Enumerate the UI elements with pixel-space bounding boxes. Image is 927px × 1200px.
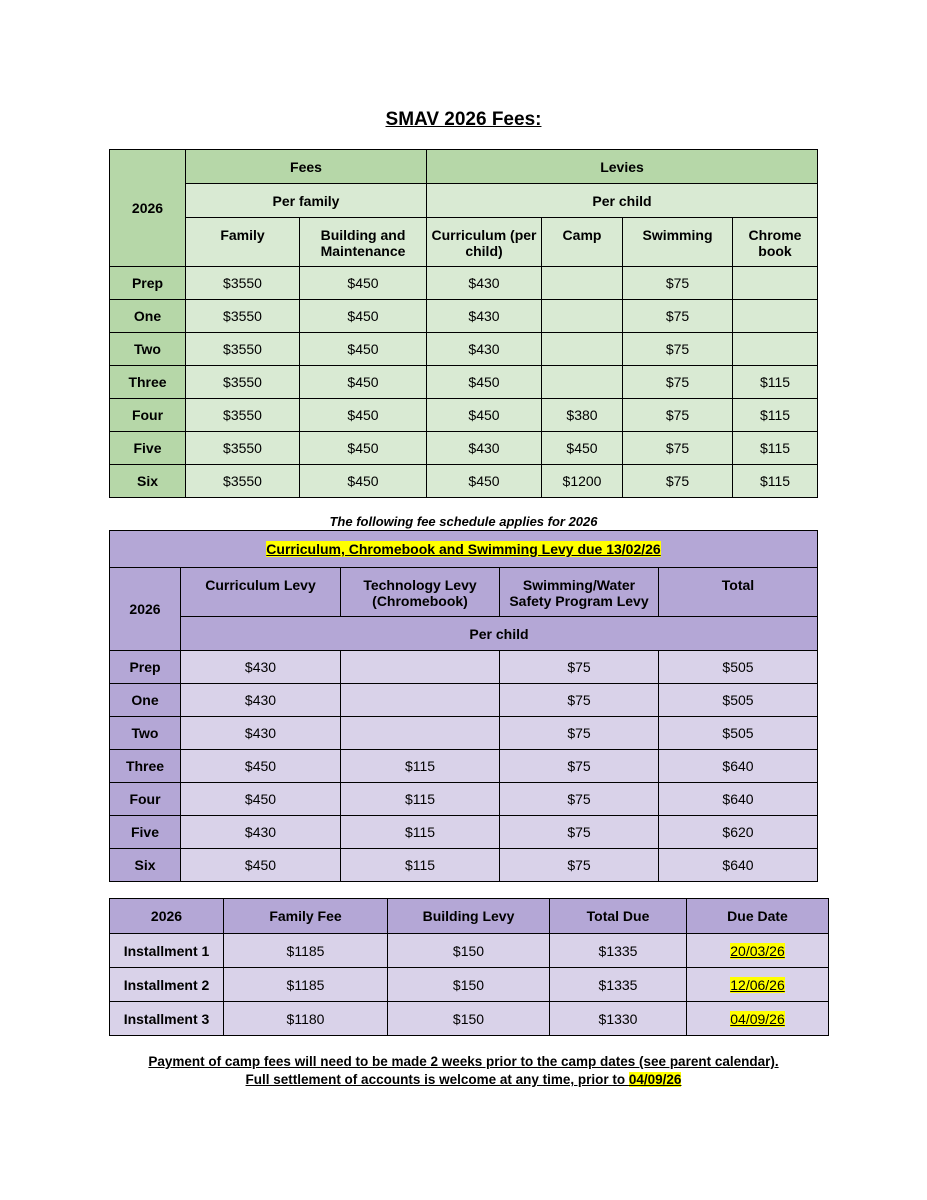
table-row (110, 432, 818, 465)
col-building: Building and Maintenance (300, 218, 427, 267)
cell-swimming: $75 (500, 816, 659, 849)
settlement-date: 04/09/26 (628, 1072, 682, 1087)
col-family-fee: Family Fee (224, 899, 388, 934)
per-family-header: Per family (186, 184, 427, 218)
camp-fees-note: Payment of camp fees will need to be made 2 weeks prior to the camp dates (see parent calendar). (148, 1054, 779, 1069)
table-row (110, 651, 818, 684)
cell-curriculum: $450 (181, 849, 341, 882)
page-title: SMAV 2026 Fees: (385, 109, 542, 130)
cell-camp (542, 366, 623, 399)
cell-building-levy: $150 (388, 934, 550, 968)
cell-swimming: $75 (623, 465, 733, 498)
level-label: Prep (110, 267, 186, 300)
level-label: Five (110, 432, 186, 465)
level-label: Prep (110, 651, 181, 684)
cell-chromebook (733, 333, 818, 366)
cell-total: $620 (659, 816, 818, 849)
installment-label: Installment 3 (110, 1002, 224, 1036)
cell-building: $450 (300, 465, 427, 498)
table-row (110, 366, 818, 399)
schedule-caption: The following fee schedule applies for 2026 (329, 514, 598, 529)
table-row (110, 750, 818, 783)
col-swimming: Swimming (623, 218, 733, 267)
level-label: Six (110, 849, 181, 882)
cell-total: $640 (659, 750, 818, 783)
table-row (110, 934, 829, 968)
levy-due-banner-text: Curriculum, Chromebook and Swimming Levy due 13/02/26 (266, 541, 661, 557)
cell-swimming: $75 (623, 300, 733, 333)
cell-chromebook (733, 300, 818, 333)
level-label: Two (110, 717, 181, 750)
level-label: Three (110, 366, 186, 399)
cell-technology: $115 (341, 816, 500, 849)
cell-family-fee: $1180 (224, 1002, 388, 1036)
cell-curriculum: $430 (427, 333, 542, 366)
level-label: Six (110, 465, 186, 498)
cell-family: $3550 (186, 399, 300, 432)
cell-technology: $115 (341, 783, 500, 816)
table-row (110, 684, 818, 717)
cell-curriculum: $430 (181, 717, 341, 750)
col-total: Total (659, 568, 818, 617)
col-year: 2026 (110, 899, 224, 934)
cell-camp: $1200 (542, 465, 623, 498)
cell-due-date (687, 934, 829, 968)
cell-technology: $115 (341, 750, 500, 783)
col-due-date: Due Date (687, 899, 829, 934)
per-child-header: Per child (181, 617, 818, 651)
due-date-text: 12/06/26 (730, 976, 785, 993)
cell-curriculum: $450 (427, 399, 542, 432)
col-chromebook: Chrome book (733, 218, 818, 267)
table-row (110, 717, 818, 750)
table-row (110, 399, 818, 432)
cell-camp (542, 267, 623, 300)
cell-building: $450 (300, 333, 427, 366)
cell-curriculum: $430 (181, 651, 341, 684)
cell-family: $3550 (186, 267, 300, 300)
fees-header: Fees (186, 150, 427, 184)
cell-swimming: $75 (623, 333, 733, 366)
levy-due-banner (110, 531, 818, 568)
settlement-note (0, 1072, 927, 1087)
cell-family-fee: $1185 (224, 968, 388, 1002)
table-row (110, 300, 818, 333)
cell-family: $3550 (186, 300, 300, 333)
fees-levies-table (109, 149, 818, 498)
installment-label: Installment 1 (110, 934, 224, 968)
per-child-header: Per child (427, 184, 818, 218)
col-curriculum: Curriculum (per child) (427, 218, 542, 267)
cell-camp: $380 (542, 399, 623, 432)
cell-total-due: $1330 (550, 1002, 687, 1036)
cell-building: $450 (300, 432, 427, 465)
cell-building-levy: $150 (388, 968, 550, 1002)
cell-family: $3550 (186, 432, 300, 465)
cell-swimming: $75 (623, 399, 733, 432)
cell-building: $450 (300, 267, 427, 300)
cell-swimming: $75 (500, 783, 659, 816)
cell-chromebook: $115 (733, 465, 818, 498)
level-label: Two (110, 333, 186, 366)
cell-curriculum: $450 (181, 750, 341, 783)
cell-total: $505 (659, 651, 818, 684)
table-row (110, 1002, 829, 1036)
table-row (110, 333, 818, 366)
level-label: One (110, 300, 186, 333)
due-date-text: 20/03/26 (730, 942, 785, 959)
col-camp: Camp (542, 218, 623, 267)
table-row (110, 816, 818, 849)
cell-family: $3550 (186, 366, 300, 399)
cell-building: $450 (300, 366, 427, 399)
due-date-text: 04/09/26 (730, 1010, 785, 1027)
cell-swimming: $75 (623, 432, 733, 465)
cell-building: $450 (300, 300, 427, 333)
table1-corner: 2026 (110, 150, 186, 267)
col-building-levy: Building Levy (388, 899, 550, 934)
level-label: Five (110, 816, 181, 849)
cell-chromebook: $115 (733, 432, 818, 465)
cell-total: $640 (659, 783, 818, 816)
cell-curriculum: $430 (427, 300, 542, 333)
cell-curriculum: $450 (427, 465, 542, 498)
cell-camp (542, 333, 623, 366)
level-label: One (110, 684, 181, 717)
col-family: Family (186, 218, 300, 267)
cell-chromebook: $115 (733, 399, 818, 432)
cell-chromebook: $115 (733, 366, 818, 399)
table-row (110, 267, 818, 300)
levies-header: Levies (427, 150, 818, 184)
level-label: Three (110, 750, 181, 783)
table-row (110, 783, 818, 816)
cell-total: $640 (659, 849, 818, 882)
cell-technology (341, 684, 500, 717)
cell-technology: $115 (341, 849, 500, 882)
cell-swimming: $75 (623, 366, 733, 399)
cell-curriculum: $450 (427, 366, 542, 399)
table-row (110, 465, 818, 498)
cell-swimming: $75 (500, 750, 659, 783)
cell-total-due: $1335 (550, 934, 687, 968)
table-row (110, 968, 829, 1002)
cell-total: $505 (659, 684, 818, 717)
cell-curriculum: $430 (181, 816, 341, 849)
cell-family-fee: $1185 (224, 934, 388, 968)
cell-technology (341, 717, 500, 750)
cell-curriculum: $430 (181, 684, 341, 717)
table-row (110, 849, 818, 882)
cell-total-due: $1335 (550, 968, 687, 1002)
cell-building-levy: $150 (388, 1002, 550, 1036)
cell-total: $505 (659, 717, 818, 750)
col-curriculum-levy: Curriculum Levy (181, 568, 341, 617)
cell-due-date (687, 1002, 829, 1036)
settlement-note-text: Full settlement of accounts is welcome at any time, prior to (245, 1072, 629, 1087)
installment-label: Installment 2 (110, 968, 224, 1002)
levy-schedule-table (109, 530, 818, 882)
cell-family: $3550 (186, 465, 300, 498)
cell-curriculum: $430 (427, 267, 542, 300)
cell-due-date (687, 968, 829, 1002)
col-total-due: Total Due (550, 899, 687, 934)
level-label: Four (110, 783, 181, 816)
level-label: Four (110, 399, 186, 432)
col-technology-levy: Technology Levy (Chromebook) (341, 568, 500, 617)
cell-swimming: $75 (500, 684, 659, 717)
table2-corner: 2026 (110, 568, 181, 651)
cell-family: $3550 (186, 333, 300, 366)
cell-swimming: $75 (500, 717, 659, 750)
col-swimming-levy: Swimming/Water Safety Program Levy (500, 568, 659, 617)
cell-swimming: $75 (500, 849, 659, 882)
cell-camp: $450 (542, 432, 623, 465)
installments-table (109, 898, 829, 1036)
cell-technology (341, 651, 500, 684)
cell-camp (542, 300, 623, 333)
cell-swimming: $75 (623, 267, 733, 300)
cell-curriculum: $450 (181, 783, 341, 816)
cell-building: $450 (300, 399, 427, 432)
cell-swimming: $75 (500, 651, 659, 684)
cell-curriculum: $430 (427, 432, 542, 465)
cell-chromebook (733, 267, 818, 300)
